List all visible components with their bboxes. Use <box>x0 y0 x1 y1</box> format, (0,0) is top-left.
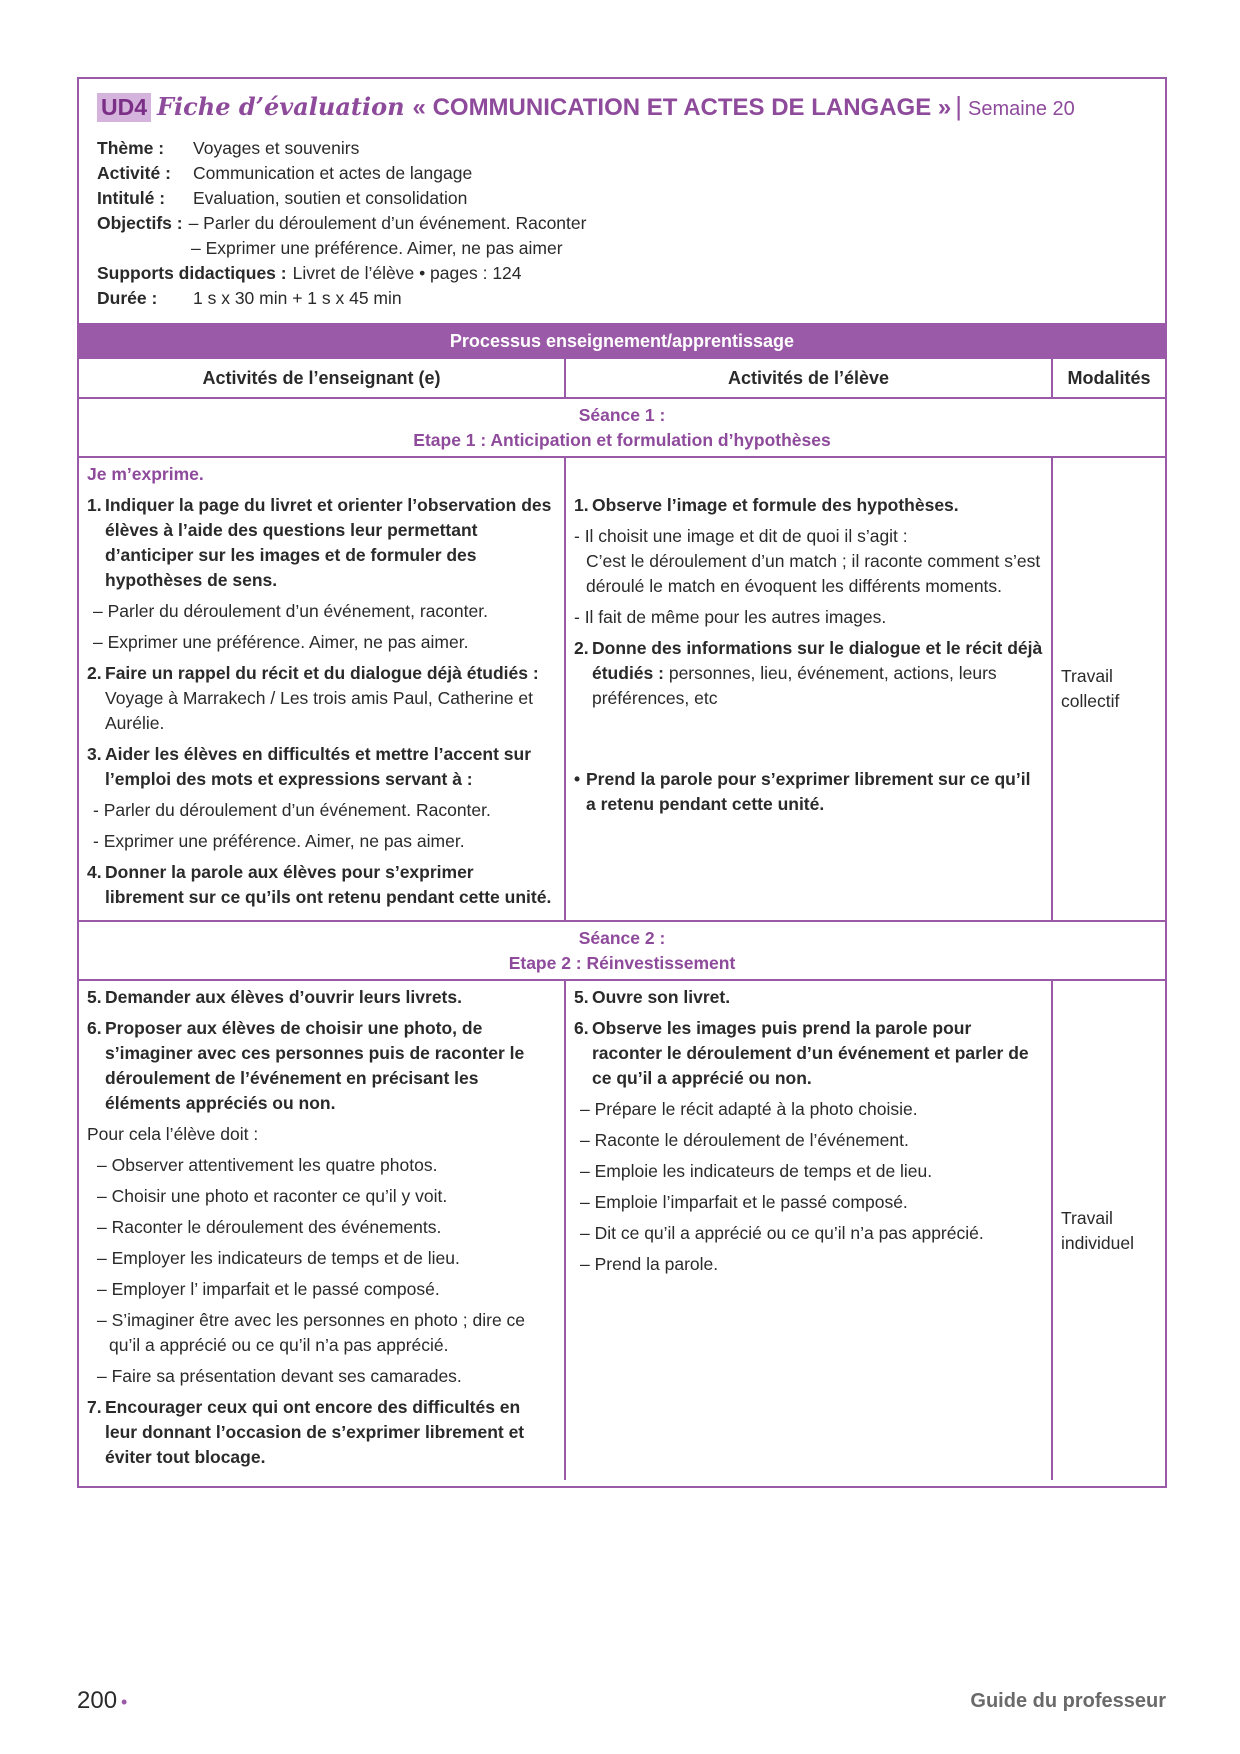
list-item: - Il choisit une image et dit de quoi il s’agit : C’est le déroulement d’un match ; il raconte comment s’est déroulé le match en évoquent les différents moments. <box>574 526 1041 596</box>
theme-value: Voyages et souvenirs <box>193 138 360 158</box>
list-item: 2. Donne des informations sur le dialogue et le récit déjà étudiés : personnes, lieu, événement, actions, leurs préférences, etc <box>574 638 1043 708</box>
list-item: – S’imaginer être avec les personnes en photo ; dire ce qu’il a apprécié ou ce qu’il n’a pas apprécié. <box>97 1310 526 1355</box>
seance-1-etape: Etape 1 : Anticipation et formulation d’hypothèses <box>413 430 831 450</box>
col-enseignant: Activités de l’enseignant (e) <box>79 359 566 397</box>
unit-badge: UD4 <box>97 93 151 122</box>
list-item: 6. Proposer aux élèves de choisir une photo, de s’imaginer avec ces personnes puis de raconter le déroulement de l’événement en précisant les éléments appréciés ou non. <box>87 1018 525 1113</box>
footer-guide-label: Guide du professeur <box>970 1690 1166 1712</box>
list-item: - Il fait de même pour les autres images. <box>574 607 887 627</box>
supports-row <box>97 261 1147 286</box>
process-band: Processus enseignement/apprentissage <box>79 323 1165 359</box>
seance-1-row <box>79 458 1165 922</box>
theme-label: Thème : <box>97 138 165 158</box>
duree-label: Durée : <box>97 288 158 308</box>
list-item: – Parler du déroulement d’un événement, raconter. <box>93 601 488 621</box>
intitule-label: Intitulé : <box>97 188 166 208</box>
fiche-label: Fiche d’évaluation <box>157 92 405 121</box>
list-item: 1. Indiquer la page du livret et orienter l’observation des élèves à l’aide des questions leur permettant d’anticiper sur les images et de formuler des hypothèses de sens. <box>87 495 552 590</box>
list-item: 5. Demander aux élèves d’ouvrir leurs livrets. <box>87 987 462 1007</box>
modalite-line: Travail <box>1061 666 1113 686</box>
activite-row <box>97 161 1147 186</box>
je-mexprime: Je m’exprime. <box>87 464 204 484</box>
list-item: – Prépare le récit adapté à la photo choisie. <box>580 1099 918 1119</box>
seance-2-etape: Etape 2 : Réinvestissement <box>508 953 736 973</box>
intitule-row <box>97 186 1147 211</box>
list-item: – Observer attentivement les quatre photos. <box>97 1155 438 1175</box>
list-item: – Faire sa présentation devant ses camarades. <box>97 1366 462 1386</box>
page-number: 200 • <box>77 1687 128 1714</box>
seance-1-header <box>79 399 1165 458</box>
seance-2-eleve <box>566 981 1053 1480</box>
intitule-value: Evaluation, soutien et consolidation <box>193 188 468 208</box>
activite-value: Communication et actes de langage <box>193 163 473 183</box>
list-item: 2. Faire un rappel du récit et du dialogue déjà étudiés : Voyage à Marrakech / Les trois amis Paul, Catherine et Aurélie. <box>87 663 539 733</box>
list-item: – Prend la parole. <box>580 1254 719 1274</box>
seance-1-enseignant <box>79 458 566 920</box>
seance-2-row <box>79 981 1165 1480</box>
objectif-2: – Exprimer une préférence. Aimer, ne pas aimer <box>191 238 563 258</box>
list-item: – Exprimer une préférence. Aimer, ne pas aimer. <box>93 632 469 652</box>
objectif-1: – Parler du déroulement d’un événement. Raconter <box>188 213 587 233</box>
list-item: – Emploie les indicateurs de temps et de lieu. <box>580 1161 933 1181</box>
modalite-line: collectif <box>1061 691 1120 711</box>
pour-cela: Pour cela l’élève doit : <box>87 1124 259 1144</box>
seance-2-header <box>79 922 1165 981</box>
seance-2-title: Séance 2 : <box>578 928 666 948</box>
seance-1-eleve <box>566 458 1053 920</box>
activite-label: Activité : <box>97 163 171 183</box>
title-separator: | <box>955 91 962 121</box>
seance-1-title: Séance 1 : <box>578 405 666 425</box>
sheet-header <box>79 79 1165 323</box>
theme-row <box>97 136 1147 161</box>
col-modalites: Modalités <box>1067 368 1151 388</box>
list-item: • Prend la parole pour s’exprimer librement sur ce qu’il a retenu pendant cette unité. <box>574 769 1031 814</box>
list-item: 7. Encourager ceux qui ont encore des difficultés en leur donnant l’occasion de s’exprimer librement et éviter tout blocage. <box>87 1397 525 1467</box>
info-block <box>97 136 1147 311</box>
list-item: – Raconter le déroulement des événements. <box>97 1217 442 1237</box>
list-item: – Employer l’ imparfait et le passé composé. <box>97 1279 440 1299</box>
modalite-line: Travail <box>1061 1207 1113 1228</box>
list-item: 1. Observe l’image et formule des hypothèses. <box>574 495 959 515</box>
duree-value: 1 s x 30 min + 1 s x 45 min <box>193 288 402 308</box>
list-item: 5. Ouvre son livret. <box>574 987 731 1007</box>
objectifs-row <box>97 211 1147 236</box>
list-item: – Emploie l’imparfait et le passé composé. <box>580 1192 908 1212</box>
evaluation-sheet <box>77 77 1167 1488</box>
objectifs-label: Objectifs : <box>97 213 183 233</box>
seance-1-modalites <box>1053 458 1165 920</box>
list-item: – Raconte le déroulement de l’événement. <box>580 1130 909 1150</box>
objectif-2-row <box>97 236 1147 261</box>
list-item: 6. Observe les images puis prend la parole pour raconter le déroulement d’un événement et parler de ce qu’il a apprécié ou non. <box>574 1018 1029 1088</box>
seance-2-enseignant <box>79 981 566 1480</box>
supports-label: Supports didactiques : <box>97 263 287 283</box>
page-title <box>97 91 1147 122</box>
list-item: - Parler du déroulement d’un événement. Raconter. <box>93 800 491 820</box>
week-label: Semaine 20 <box>968 98 1075 120</box>
column-headers <box>79 359 1165 399</box>
list-item: - Exprimer une préférence. Aimer, ne pas aimer. <box>93 831 465 851</box>
list-item: – Employer les indicateurs de temps et de lieu. <box>97 1248 460 1268</box>
list-item: 4. Donner la parole aux élèves pour s’exprimer librement sur ce qu’ils ont retenu pendant cette unité. <box>87 862 552 907</box>
list-item: – Choisir une photo et raconter ce qu’il y voit. <box>97 1186 448 1206</box>
seance-2-modalites <box>1053 981 1165 1480</box>
col-eleve: Activités de l’élève <box>566 359 1053 397</box>
duree-row <box>97 286 1147 311</box>
sheet-title: « COMMUNICATION ET ACTES DE LANGAGE » <box>412 94 952 121</box>
footer-dot: • <box>121 1692 128 1712</box>
supports-value: Livret de l’élève • pages : 124 <box>292 263 522 283</box>
list-item: – Dit ce qu’il a apprécié ou ce qu’il n’a pas apprécié. <box>580 1223 984 1243</box>
modalite-line: individuel <box>1061 1232 1134 1253</box>
list-item: 3. Aider les élèves en difficultés et mettre l’accent sur l’emploi des mots et expressions servant à : <box>87 744 532 789</box>
